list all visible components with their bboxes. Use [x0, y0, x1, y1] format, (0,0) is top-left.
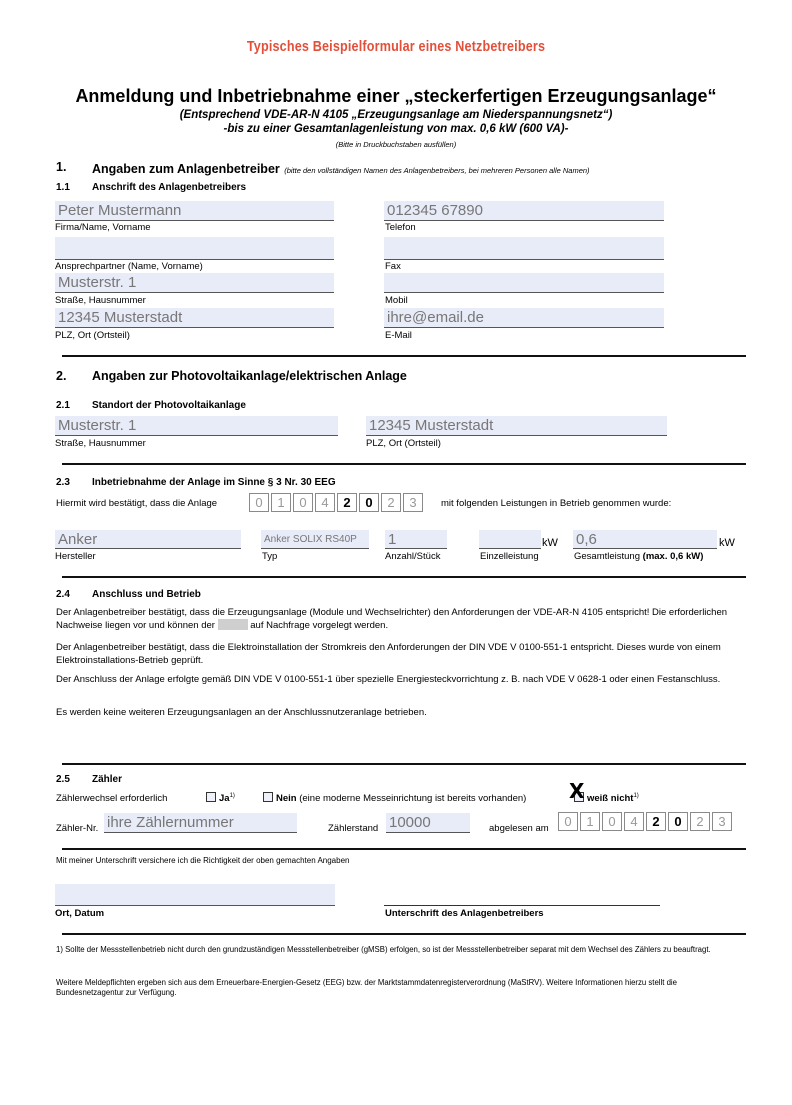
site-city-field[interactable]: 12345 Musterstadt	[366, 416, 667, 436]
commissioning-text-after: mit folgenden Leistungen in Betrieb genommen wurde:	[441, 498, 672, 509]
date-digit[interactable]: 0	[293, 493, 313, 512]
option-no[interactable]	[263, 792, 526, 804]
section-2-4-title: Anschluss und Betrieb	[92, 589, 201, 600]
section-1-heading	[92, 160, 590, 178]
divider	[62, 848, 746, 850]
section-2-5-title: Zähler	[92, 774, 123, 785]
form-subtitle-standard: (Entsprechend VDE-AR-N 4105 „Erzeugungsanlage am Niederspannungsnetz“)	[179, 109, 613, 121]
paragraph-compliance	[56, 606, 746, 632]
operator-name-label: Firma/Name, Vorname	[55, 222, 151, 233]
site-city-label: PLZ, Ort (Ortsteil)	[366, 438, 441, 449]
example-banner: Typisches Beispielformular eines Netzbetreibers	[246, 38, 546, 55]
option-yes-footnote: 1)	[229, 792, 235, 799]
email-field[interactable]: ihre@email.de	[384, 308, 664, 328]
section-2-1-number: 2.1	[56, 400, 70, 411]
section-2-3-number: 2.3	[56, 477, 70, 488]
contact-person-label: Ansprechpartner (Name, Vorname)	[55, 261, 203, 272]
date-digit[interactable]: 2	[646, 812, 666, 831]
date-digit[interactable]: 0	[359, 493, 379, 512]
option-yes-label: Ja	[219, 793, 230, 804]
unit-power-field[interactable]	[479, 530, 541, 549]
date-digit[interactable]: 4	[624, 812, 644, 831]
commissioning-text-before: Hiermit wird bestätigt, dass die Anlage	[56, 498, 218, 509]
section-2-1-title: Standort der Photovoltaikanlage	[92, 400, 246, 411]
paragraph-installation: Der Anlagenbetreiber bestätigt, dass die Elektroinstallation der Stromkreis den Anforderungen der DIN VDE V 0100-551-1 entspricht. Dieses wurde von einem Elektroinstallations-Betrieb geprüft.	[56, 642, 721, 666]
section-1-1-number: 1.1	[56, 182, 70, 193]
read-on-label: abgelesen am	[489, 823, 549, 834]
section-2-number: 2.	[56, 369, 67, 383]
paragraph-no-other-plants: Es werden keine weiteren Erzeugungsanlagen an der Anschlussnutzeranlage betrieben.	[56, 707, 427, 718]
paragraph-compliance-part1: Der Anlagenbetreiber bestätigt, dass die Erzeugungsanlage (Module und Wechselrichter) den Anforderungen der VDE-AR-N 4105 entspricht! Die erforderlichen Nachweise liegen vor und können der	[56, 607, 728, 631]
signature-line[interactable]	[384, 905, 660, 906]
city-label: PLZ, Ort (Ortsteil)	[55, 330, 130, 341]
city-field[interactable]: 12345 Musterstadt	[55, 308, 334, 328]
meter-number-label: Zähler-Nr.	[56, 823, 99, 834]
unit-power-unit: kW	[542, 537, 558, 549]
option-no-note: (eine moderne Messeinrichtung ist bereits vorhanden)	[299, 793, 527, 804]
divider	[62, 355, 746, 357]
meter-reading-label: Zählerstand	[328, 823, 379, 834]
form-instruction: (Bitte in Druckbuchstaben ausfüllen)	[335, 140, 457, 149]
signature-confirmation: Mit meiner Unterschrift versichere ich die Richtigkeit der oben gemachten Angaben	[56, 856, 350, 865]
section-2-5-number: 2.5	[56, 774, 70, 785]
option-no-label: Nein	[276, 793, 297, 804]
checkbox-no[interactable]	[263, 792, 273, 802]
section-1-number: 1.	[56, 160, 67, 174]
section-2-title: Angaben zur Photovoltaikanlage/elektrischen Anlage	[92, 369, 407, 383]
street-label: Straße, Hausnummer	[55, 295, 146, 306]
date-digit[interactable]: 3	[403, 493, 423, 512]
phone-field[interactable]: 012345 67890	[384, 201, 664, 221]
date-digit[interactable]: 2	[337, 493, 357, 512]
place-date-label: Ort, Datum	[55, 908, 105, 919]
date-digit[interactable]: 1	[580, 812, 600, 831]
meter-change-label: Zählerwechsel erforderlich	[56, 793, 168, 804]
count-label: Anzahl/Stück	[385, 551, 441, 562]
total-power-unit: kW	[719, 537, 735, 549]
street-field[interactable]: Musterstr. 1	[55, 273, 334, 293]
mobile-label: Mobil	[385, 295, 408, 306]
contact-person-field[interactable]	[55, 237, 334, 260]
date-digit[interactable]: 0	[249, 493, 269, 512]
checkbox-yes[interactable]	[206, 792, 216, 802]
section-1-1-title: Anschrift des Anlagenbetreibers	[92, 182, 247, 193]
date-digit[interactable]: 0	[602, 812, 622, 831]
divider	[62, 933, 746, 935]
reading-date-field[interactable]	[558, 812, 734, 831]
type-field[interactable]: Anker SOLIX RS40P	[261, 530, 369, 549]
operator-name-field[interactable]: Peter Mustermann	[55, 201, 334, 221]
commissioning-date-field[interactable]	[249, 493, 425, 512]
date-digit[interactable]: 1	[271, 493, 291, 512]
section-1-note: (bitte den vollständigen Namen des Anlagenbetreibers, bei mehreren Personen alle Namen)	[284, 166, 590, 175]
option-yes[interactable]	[206, 792, 235, 804]
fax-label: Fax	[385, 261, 401, 272]
divider	[62, 463, 746, 465]
manufacturer-label: Hersteller	[55, 551, 96, 562]
option-unknown-label: weiß nicht	[587, 793, 634, 804]
checkmark-x-icon: X	[569, 779, 585, 803]
section-2-3-title: Inbetriebnahme der Anlage im Sinne § 3 Nr. 30 EEG	[92, 477, 336, 488]
meter-number-field[interactable]: ihre Zählernummer	[104, 813, 297, 833]
count-field[interactable]: 1	[385, 530, 447, 549]
mobile-field[interactable]	[384, 273, 664, 293]
total-power-max: (max. 0,6 kW)	[642, 551, 704, 562]
divider	[62, 576, 746, 578]
paragraph-compliance-part2: auf Nachfrage vorgelegt werden.	[250, 620, 389, 631]
option-unknown-footnote: 1)	[633, 792, 639, 799]
date-digit[interactable]: 3	[712, 812, 732, 831]
site-street-field[interactable]: Musterstr. 1	[55, 416, 338, 436]
meter-reading-field[interactable]: 10000	[386, 813, 470, 833]
redacted-box	[218, 619, 248, 630]
footnote-meter-operator: 1) Sollte der Messstellenbetrieb nicht durch den grundzuständigen Messstellenbetreiber (gMSB) erfolgen, so ist der Messstellenbetreiber separat mit dem Wechsel des Zählers zu beauftragt.	[56, 945, 711, 954]
signature-label: Unterschrift des Anlagenbetreibers	[385, 908, 544, 919]
date-digit[interactable]: 2	[381, 493, 401, 512]
place-date-field[interactable]	[55, 884, 335, 906]
section-1-title: Angaben zum Anlagenbetreiber	[92, 162, 280, 176]
form-subtitle-limit: -bis zu einer Gesamtanlagenleistung von max. 0,6 kW (600 VA)-	[223, 123, 569, 135]
section-2-4-number: 2.4	[56, 589, 70, 600]
date-digit[interactable]: 2	[690, 812, 710, 831]
manufacturer-field[interactable]: Anker	[55, 530, 241, 549]
unit-power-label: Einzelleistung	[480, 551, 539, 562]
paragraph-connection: Der Anschluss der Anlage erfolgte gemäß DIN VDE V 0100-551-1 über spezielle Energiesteckvorrichtung z. B. nach VDE V 0628-1 oder einen Festanschluss.	[56, 674, 721, 685]
date-digit[interactable]: 4	[315, 493, 335, 512]
type-label: Typ	[262, 551, 278, 562]
total-power-field[interactable]: 0,6	[573, 530, 717, 549]
date-digit[interactable]: 0	[668, 812, 688, 831]
site-street-label: Straße, Hausnummer	[55, 438, 146, 449]
date-digit[interactable]: 0	[558, 812, 578, 831]
fax-field[interactable]	[384, 237, 664, 260]
footnote-reporting-obligations: Weitere Meldepflichten ergeben sich aus dem Erneuerbare-Energien-Gesetz (EEG) bzw. der Marktstammdatenregisterverordnung (MaStRV). Weitere Informationen hierzu stellt die Bundesnetzagentur zur Verfügung.	[56, 978, 678, 997]
phone-label: Telefon	[385, 222, 416, 233]
divider	[62, 763, 746, 765]
form-title: Anmeldung und Inbetriebnahme einer „steckerfertigen Erzeugungsanlage“	[75, 86, 717, 106]
total-power-label-group	[574, 551, 703, 562]
total-power-label: Gesamtleistung	[574, 551, 641, 562]
email-label: E-Mail	[385, 330, 412, 341]
